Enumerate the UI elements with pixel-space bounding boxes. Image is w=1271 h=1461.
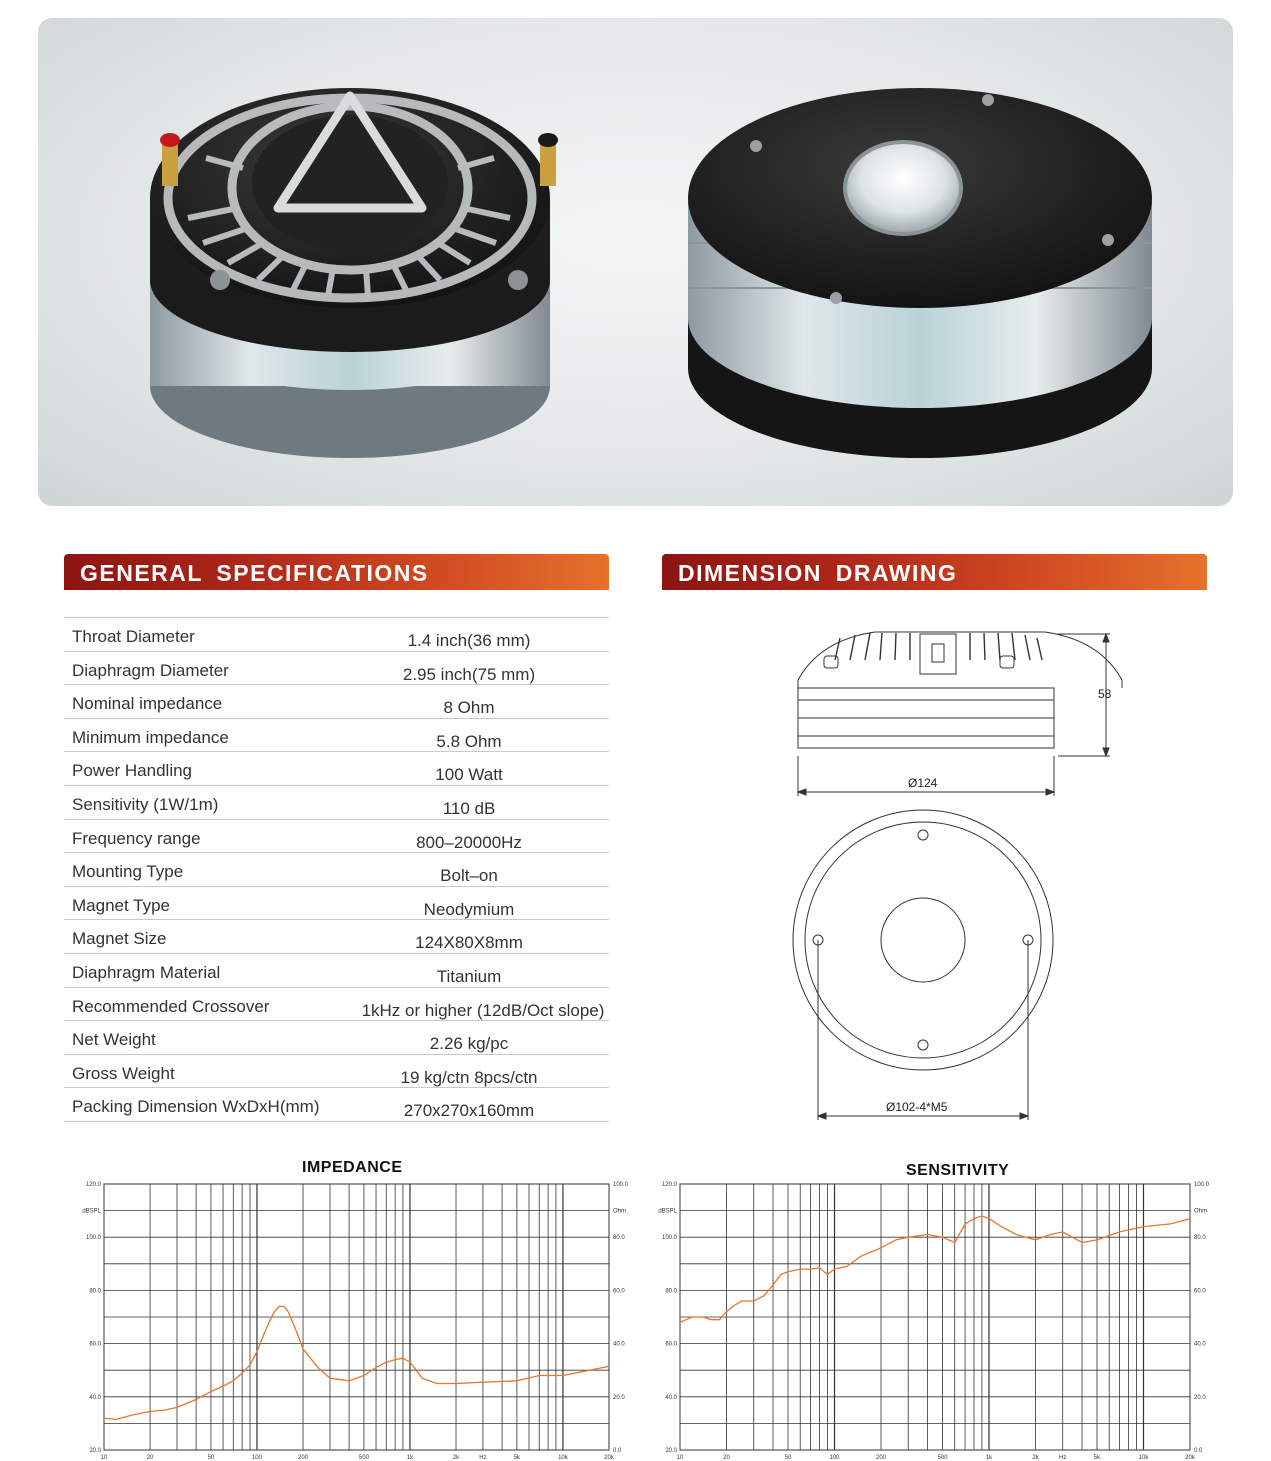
spec-label: Mounting Type xyxy=(72,862,184,882)
spec-label: Diaphragm Diameter xyxy=(72,660,229,680)
x-tick-label: 50 xyxy=(784,1455,792,1461)
right-tick-label: 20.0 xyxy=(1194,1394,1206,1401)
spec-row xyxy=(64,953,609,987)
left-axis-unit: dBSPL xyxy=(82,1208,101,1215)
right-tick-label: 0.0 xyxy=(1194,1448,1203,1454)
left-tick-label: 100.0 xyxy=(661,1235,677,1242)
right-tick-label: 0.0 xyxy=(613,1448,622,1454)
right-axis-unit: Ohm xyxy=(613,1208,627,1215)
x-tick-label: 1k xyxy=(406,1455,414,1461)
dimension-drawing-title: DIMENSION DRAWING xyxy=(678,560,958,586)
spec-value: 19 kg/ctn 8pcs/ctn xyxy=(400,1067,538,1087)
spec-row xyxy=(64,684,609,718)
top-view-outer xyxy=(793,810,1053,1070)
spec-row xyxy=(64,886,609,920)
x-tick-label: 10k xyxy=(558,1455,568,1461)
right-tick-label: 80.0 xyxy=(1194,1235,1206,1242)
spec-row xyxy=(64,1054,609,1088)
x-tick-label: 10 xyxy=(100,1455,108,1461)
spec-row xyxy=(64,617,609,651)
spec-row xyxy=(64,1020,609,1054)
right-tick-label: 60.0 xyxy=(1194,1288,1206,1295)
x-tick-label: 5k xyxy=(1093,1455,1101,1461)
right-tick-label: 40.0 xyxy=(613,1341,625,1348)
spec-value: 1.4 inch(36 mm) xyxy=(407,631,531,650)
spec-value: 2.26 kg/pc xyxy=(429,1034,509,1054)
spec-row xyxy=(64,1087,609,1122)
sensitivity-chart xyxy=(656,1176,1216,1461)
left-tick-label: 120.0 xyxy=(85,1182,101,1188)
left-tick-label: 20.0 xyxy=(665,1448,677,1454)
spec-row xyxy=(64,751,609,785)
spec-label: Recommended Crossover xyxy=(72,996,270,1016)
right-tick-label: 40.0 xyxy=(1194,1341,1206,1348)
x-tick-label: 10k xyxy=(1138,1455,1149,1461)
general-specifications-title: GENERAL SPECIFICATIONS xyxy=(80,560,429,586)
spec-value: 5.8 Ohm xyxy=(436,731,502,751)
series-line xyxy=(680,1216,1190,1322)
spec-value: Bolt–on xyxy=(440,866,498,886)
right-tick-label: 80.0 xyxy=(613,1235,625,1242)
series-line xyxy=(104,1306,609,1419)
spec-row xyxy=(64,819,609,853)
top-view-throat xyxy=(881,898,965,982)
diameter-label: Ø124 xyxy=(908,776,938,790)
spec-value: Titanium xyxy=(436,966,502,986)
spec-value: 270x270x160mm xyxy=(403,1101,535,1121)
impedance-chart xyxy=(80,1176,629,1461)
left-tick-label: 60.0 xyxy=(665,1341,677,1348)
spec-label: Magnet Size xyxy=(72,929,167,949)
right-tick-label: 100.0 xyxy=(1194,1182,1210,1188)
side-view-top xyxy=(798,632,1122,688)
right-tick-label: 60.0 xyxy=(613,1288,625,1295)
left-axis-unit: dBSPL xyxy=(658,1208,677,1215)
x-tick-label: 200 xyxy=(875,1455,887,1461)
x-tick-label: 20k xyxy=(604,1455,614,1461)
x-tick-label: 100 xyxy=(251,1455,262,1461)
spec-row xyxy=(64,718,609,752)
right-axis-unit: Ohm xyxy=(1194,1208,1208,1215)
x-tick-label: 100 xyxy=(829,1455,840,1461)
x-tick-label: 5k xyxy=(513,1455,521,1461)
general-specifications-banner xyxy=(64,554,609,590)
spec-row xyxy=(64,852,609,886)
spec-label: Throat Diameter xyxy=(72,627,195,646)
left-tick-label: 40.0 xyxy=(89,1394,101,1401)
spec-label: Gross Weight xyxy=(72,1063,175,1083)
dimension-drawing-banner xyxy=(662,554,1207,590)
spec-value: Neodymium xyxy=(423,899,515,919)
spec-row xyxy=(64,785,609,819)
left-tick-label: 40.0 xyxy=(665,1394,677,1401)
impedance-chart-title: IMPEDANCE xyxy=(302,1159,403,1176)
spec-label: Minimum impedance xyxy=(72,727,229,747)
spec-row xyxy=(64,919,609,953)
spec-value: 800–20000Hz xyxy=(416,832,522,852)
x-tick-label: 20 xyxy=(723,1455,730,1461)
x-tick-label: 1k xyxy=(985,1455,993,1461)
spec-label: Diaphragm Material xyxy=(72,962,221,982)
x-tick-label: 500 xyxy=(358,1455,369,1461)
height-label: 58 xyxy=(1098,687,1112,701)
right-tick-label: 100.0 xyxy=(613,1182,629,1188)
right-tick-label: 20.0 xyxy=(613,1394,625,1401)
x-axis-unit: Hz xyxy=(1059,1455,1067,1461)
product-photo-panel xyxy=(38,18,1233,506)
spec-value: 124X80X8mm xyxy=(415,933,523,953)
bolt-circle-label: Ø102-4*M5 xyxy=(886,1100,948,1114)
left-tick-label: 80.0 xyxy=(665,1288,677,1295)
x-tick-label: 2k xyxy=(1032,1455,1039,1461)
sensitivity-chart-title: SENSITIVITY xyxy=(906,1162,1010,1179)
driver-front-image xyxy=(150,88,558,458)
spec-value: 1kHz or higher (12dB/Oct slope) xyxy=(361,1000,605,1020)
driver-back-image xyxy=(688,88,1152,458)
spec-row xyxy=(64,651,609,685)
spec-value: 100 Watt xyxy=(435,765,503,785)
x-tick-label: 50 xyxy=(207,1455,215,1461)
left-tick-label: 120.0 xyxy=(661,1182,677,1188)
x-axis-unit: Hz xyxy=(479,1455,487,1461)
x-tick-label: 10 xyxy=(676,1455,684,1461)
x-tick-label: 20k xyxy=(1185,1455,1195,1461)
spec-value: 8 Ohm xyxy=(443,698,495,718)
dimension-drawing xyxy=(780,620,1140,1130)
left-tick-label: 80.0 xyxy=(89,1288,101,1295)
spec-row xyxy=(64,987,609,1021)
x-tick-label: 20 xyxy=(146,1455,154,1461)
spec-label: Power Handling xyxy=(72,761,193,781)
x-tick-label: 500 xyxy=(937,1455,948,1461)
x-tick-label: 2k xyxy=(452,1455,460,1461)
spec-label: Frequency range xyxy=(72,828,201,848)
left-tick-label: 60.0 xyxy=(89,1341,101,1348)
spec-table xyxy=(64,617,609,1122)
spec-label: Packing Dimension WxDxH(mm) xyxy=(72,1097,320,1117)
spec-label: Nominal impedance xyxy=(72,694,223,714)
left-tick-label: 100.0 xyxy=(85,1235,101,1242)
x-tick-label: 200 xyxy=(298,1455,309,1461)
spec-label: Magnet Type xyxy=(72,895,170,915)
spec-label: Sensitivity (1W/1m) xyxy=(72,794,219,814)
spec-label: Net Weight xyxy=(72,1030,156,1050)
spec-value: 110 dB xyxy=(442,798,496,818)
spec-value: 2.95 inch(75 mm) xyxy=(402,664,536,684)
left-tick-label: 20.0 xyxy=(89,1448,101,1454)
